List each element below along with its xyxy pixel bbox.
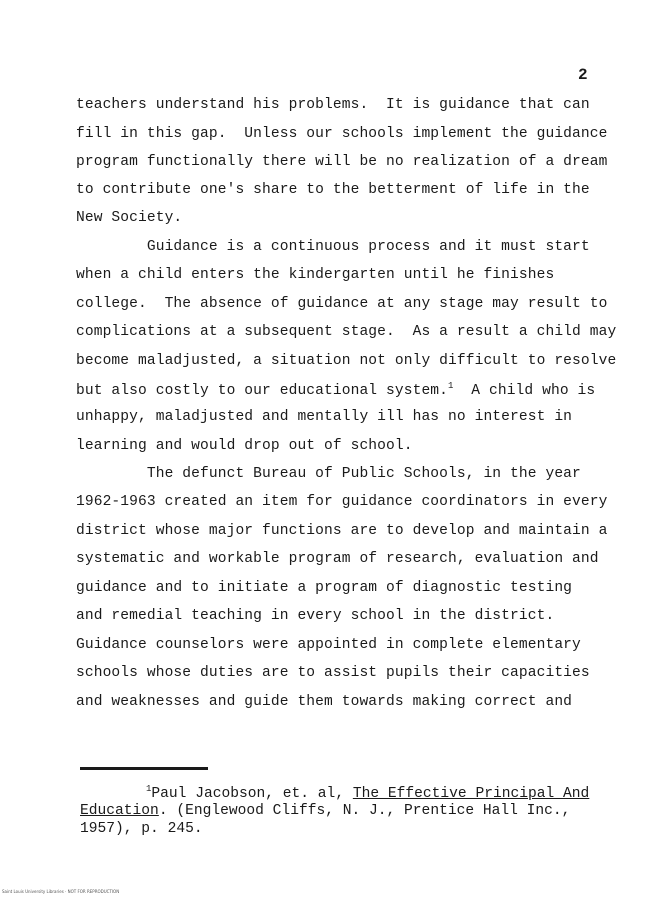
text-line xyxy=(76,382,595,398)
text-line: to contribute one's share to the betterment of life in the xyxy=(76,182,590,198)
footnote-divider xyxy=(80,767,208,770)
text-line: learning and would drop out of school. xyxy=(76,438,413,454)
text-line: New Society. xyxy=(76,210,183,226)
text-line: when a child enters the kindergarten until he finishes xyxy=(76,267,555,283)
text-line: become maladjusted, a situation not only difficult to resolve xyxy=(76,353,617,369)
text-line: 1962-1963 created an item for guidance coordinators in every xyxy=(76,494,608,510)
text-line: teachers understand his problems. It is guidance that can xyxy=(76,97,590,113)
text-line: Guidance is a continuous process and it must start xyxy=(76,239,590,255)
text-line: district whose major functions are to develop and maintain a xyxy=(76,523,608,539)
footnote-marker: 1 xyxy=(146,784,152,794)
text-line: The defunct Bureau of Public Schools, in the year xyxy=(76,466,581,482)
text-line: and remedial teaching in every school in the district. xyxy=(76,608,555,624)
text-segment: but also costly to our educational system. xyxy=(76,382,449,399)
text-segment: A child who is xyxy=(453,382,596,399)
text-line: college. The absence of guidance at any stage may result to xyxy=(76,296,608,312)
text-line: Guidance counselors were appointed in complete elementary xyxy=(76,637,581,653)
page-number: 2 xyxy=(578,66,588,84)
text-line: fill in this gap. Unless our schools implement the guidance xyxy=(76,126,608,142)
footnote-title: Education xyxy=(80,803,159,819)
text-line: and weaknesses and guide them towards making correct and xyxy=(76,694,573,710)
footnote-reference: 1 xyxy=(448,381,454,391)
text-line: schools whose duties are to assist pupils their capacities xyxy=(76,665,590,681)
footnote-line: 1957), p. 245. xyxy=(80,821,203,837)
scan-footer-tag: Saint Louis University Libraries · NOT FOR REPRODUCTION xyxy=(2,889,120,894)
footnote-publisher: . (Englewood Cliffs, N. J., Prentice Hall Inc., xyxy=(158,803,571,819)
text-line: systematic and workable program of research, evaluation and xyxy=(76,551,599,567)
text-line: guidance and to initiate a program of diagnostic testing xyxy=(76,580,573,596)
footnote-line xyxy=(80,804,570,819)
text-line: program functionally there will be no realization of a dream xyxy=(76,154,608,170)
footnote-title: The Effective Principal And xyxy=(352,785,590,802)
text-line: unhappy, maladjusted and mentally ill has no interest in xyxy=(76,409,573,425)
footnote-author: Paul Jacobson, et. al, xyxy=(151,785,353,802)
footnote-line xyxy=(146,785,589,801)
text-line: complications at a subsequent stage. As a result a child may xyxy=(76,324,617,340)
